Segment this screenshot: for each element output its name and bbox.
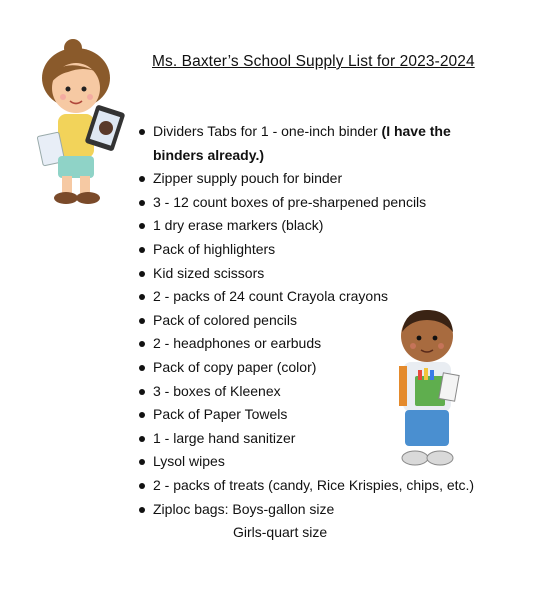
list-item-text: Pack of highlighters: [153, 240, 276, 257]
list-item: [137, 474, 497, 498]
list-item: [137, 262, 497, 286]
list-item: [137, 191, 497, 215]
list-item-text: Zipper supply pouch for binder: [153, 170, 343, 187]
list-item-text: 1 dry erase markers (black): [153, 217, 324, 234]
list-item: [137, 167, 497, 191]
boy-student-clipart: [385, 306, 470, 471]
list-item-text: Pack of colored pencils: [153, 311, 297, 328]
list-item: [137, 238, 497, 262]
list-item-text: Lysol wipes: [153, 453, 225, 470]
list-item-text: Kid sized scissors: [153, 264, 265, 281]
list-item: [137, 214, 497, 238]
list-item-continuation: [137, 144, 497, 168]
list-item-subline: [137, 521, 497, 545]
list-item-text: Girls-quart size: [233, 524, 328, 541]
list-item-text: 1 - large hand sanitizer: [153, 429, 296, 446]
list-item-text: 2 - packs of 24 count Crayola crayons: [153, 288, 389, 305]
list-item: [137, 120, 497, 144]
list-item-bold-text: (I have the: [381, 123, 451, 139]
list-item-text: 3 - 12 count boxes of pre-sharpened pencils: [153, 193, 427, 210]
girl-student-clipart: [28, 38, 138, 208]
list-item: [137, 498, 497, 522]
list-item-text: Pack of copy paper (color): [153, 358, 317, 375]
list-item-text: 2 - headphones or earbuds: [153, 335, 322, 352]
list-item-bold-text: binders already.): [153, 146, 265, 163]
list-item-text: Pack of Paper Towels: [153, 406, 288, 423]
page-title: Ms. Baxter’s School Supply List for 2023-2024: [152, 53, 475, 70]
list-item-text: 2 - packs of treats (candy, Rice Krispies, chips, etc.): [153, 476, 475, 493]
list-item-text: 3 - boxes of Kleenex: [153, 382, 281, 399]
list-item-text: Ziploc bags: Boys-gallon size: [153, 500, 335, 517]
list-item-text: Dividers Tabs for 1 - one-inch binder: [153, 123, 382, 139]
